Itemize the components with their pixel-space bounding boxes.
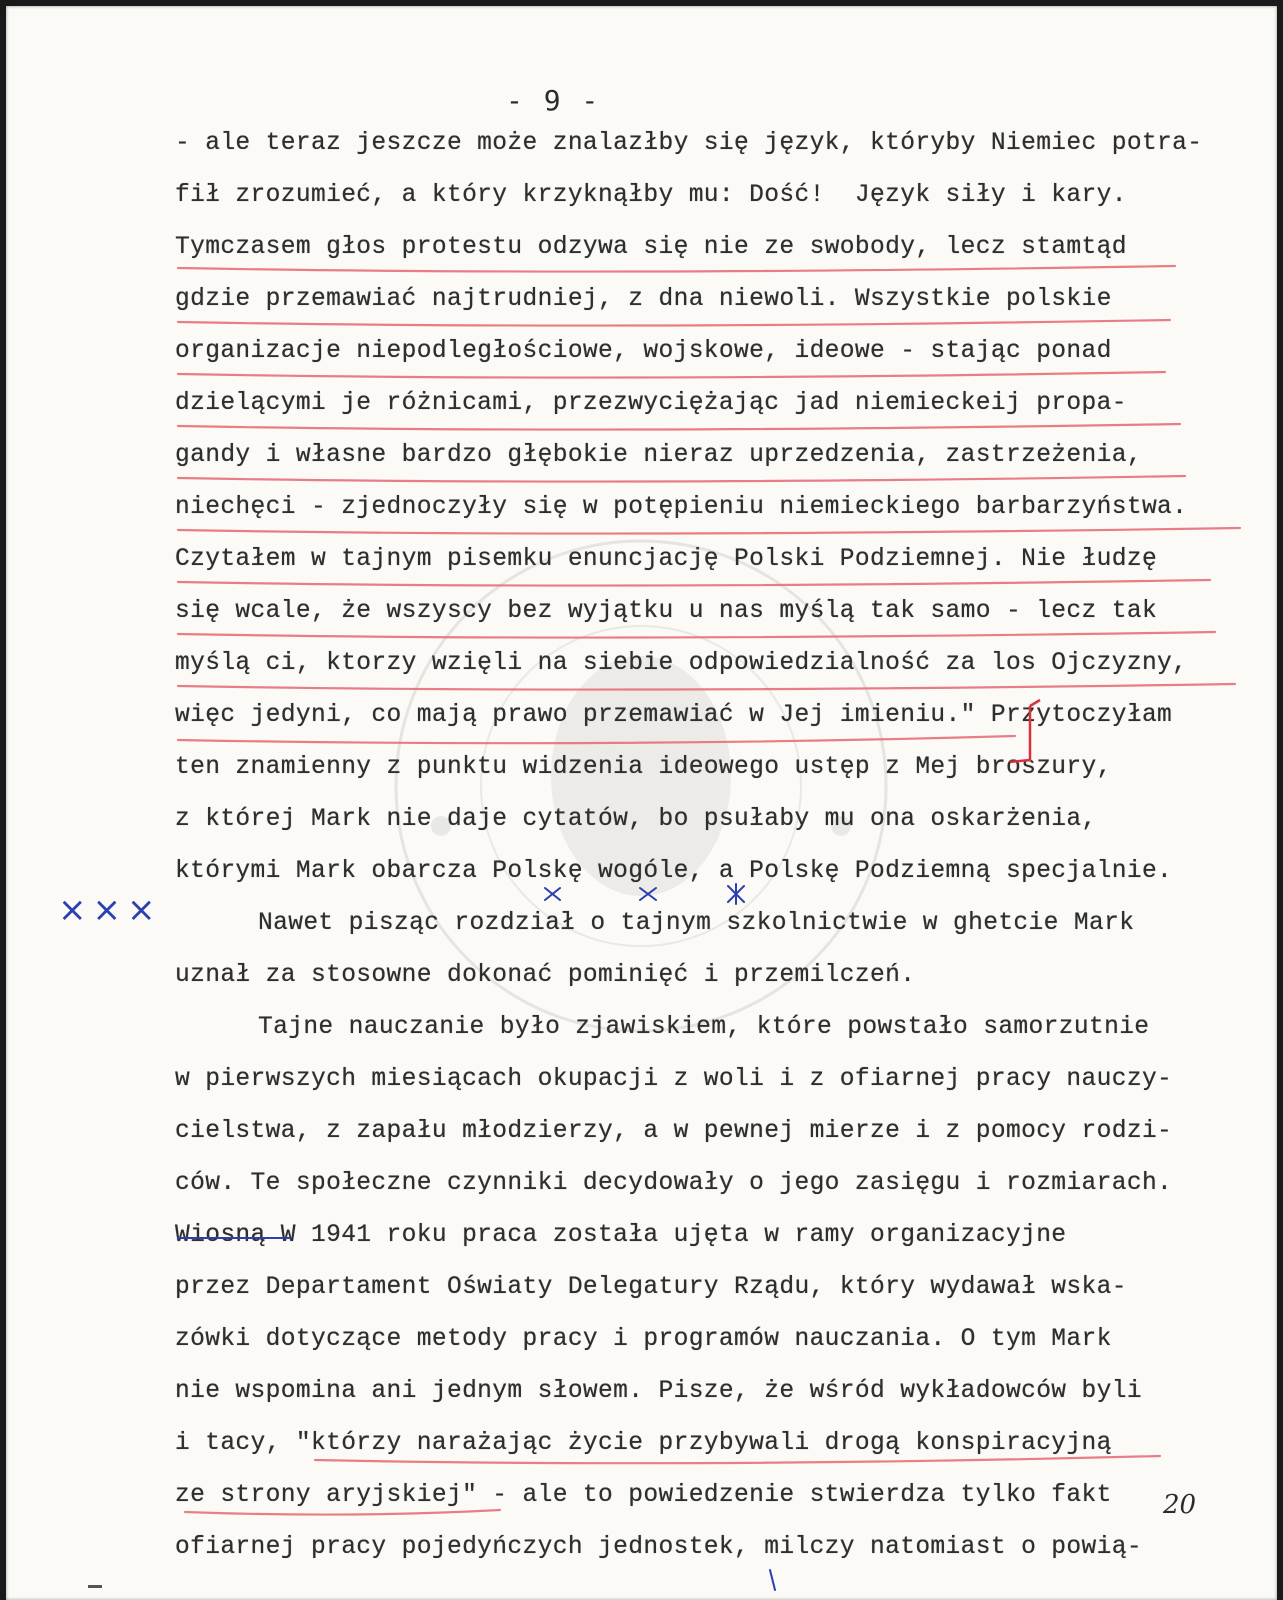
text-line: z której Mark nie daje cytatów, bo psułaby mu ona oskarżenia, bbox=[175, 806, 1097, 833]
margin-cross-marks: ××× bbox=[58, 890, 162, 930]
text-line: - ale teraz jeszcze może znalazłby się język, któryby Niemiec potra- bbox=[175, 130, 1203, 157]
text-line: się wcale, że wszyscy bez wyjątku u nas myślą tak samo - lecz tak bbox=[175, 598, 1158, 625]
text-line: zówki dotyczące metody pracy i programów nauczania. O tym Mark bbox=[175, 1326, 1112, 1353]
text-line: ze strony aryjskiej" - ale to powiedzenie stwierdza tylko fakt bbox=[175, 1482, 1112, 1509]
text-line: dzielącymi je różnicami, przezwyciężając jad niemieckeij propa- bbox=[175, 390, 1127, 417]
page-number: - 9 - bbox=[506, 84, 601, 117]
text-line: ofiarnej pracy pojedyńczych jednostek, milczy natomiast o powią- bbox=[175, 1534, 1142, 1561]
text-line: nie wspomina ani jednym słowem. Pisze, że wśród wykładowców byli bbox=[175, 1378, 1142, 1405]
text-line: przez Departament Oświaty Delegatury Rządu, który wydawał wska- bbox=[175, 1274, 1127, 1301]
text-line: i tacy, "którzy narażając życie przybywali drogą konspiracyjną bbox=[175, 1430, 1112, 1457]
text-line: cielstwa, z zapału młodzierzy, a w pewnej mierze i z pomocy rodzi- bbox=[175, 1118, 1173, 1145]
text-line: gandy i własne bardzo głębokie nieraz uprzedzenia, zastrzeżenia, bbox=[175, 442, 1142, 469]
text-line: więc jedyni, co mają prawo przemawiać w Jej imieniu." Przytoczyłam bbox=[175, 702, 1173, 729]
text-line: organizacje niepodległościowe, wojskowe, ideowe - stając ponad bbox=[175, 338, 1112, 365]
text-line: Wiosną W 1941 roku praca została ujęta w ramy organizacyjne bbox=[175, 1222, 1067, 1249]
text-line: uznał za stosowne dokonać pominięć i przemilczeń. bbox=[175, 962, 916, 989]
text-line: ten znamienny z punktu widzenia ideowego ustęp z Mej broszury, bbox=[175, 754, 1112, 781]
text-line: myślą ci, ktorzy wzięli na siebie odpowiedzialność za los Ojczyzny, bbox=[175, 650, 1188, 677]
text-line: Czytałem w tajnym pisemku enuncjację Polski Podziemnej. Nie łudzę bbox=[175, 546, 1158, 573]
text-line: ców. Te społeczne czynniki decydowały o jego zasięgu i rozmiarach. bbox=[175, 1170, 1173, 1197]
text-line: którymi Mark obarcza Polskę wogóle, a Polskę Podziemną specjalnie. bbox=[175, 858, 1173, 885]
text-line: Tymczasem głos protestu odzywa się nie ze swobody, lecz stamtąd bbox=[175, 234, 1127, 261]
text-line: gdzie przemawiać najtrudniej, z dna niewoli. Wszystkie polskie bbox=[175, 286, 1112, 313]
handwritten-page-count: 20 bbox=[1163, 1490, 1197, 1520]
text-line: w pierwszych miesiącach okupacji z woli i z ofiarnej pracy nauczy- bbox=[175, 1066, 1173, 1093]
text-line: fił zrozumieć, a który krzyknąłby mu: Dość! Język siły i kary. bbox=[175, 182, 1127, 209]
text-line: Tajne nauczanie było zjawiskiem, które powstało samorzutnie bbox=[258, 1014, 1150, 1041]
text-line: Nawet pisząc rozdział o tajnym szkolnictwie w ghetcie Mark bbox=[258, 910, 1135, 937]
edge-mark bbox=[88, 1585, 102, 1588]
text-line: niechęci - zjednoczyły się w potępieniu niemieckiego barbarzyństwa. bbox=[175, 494, 1188, 521]
